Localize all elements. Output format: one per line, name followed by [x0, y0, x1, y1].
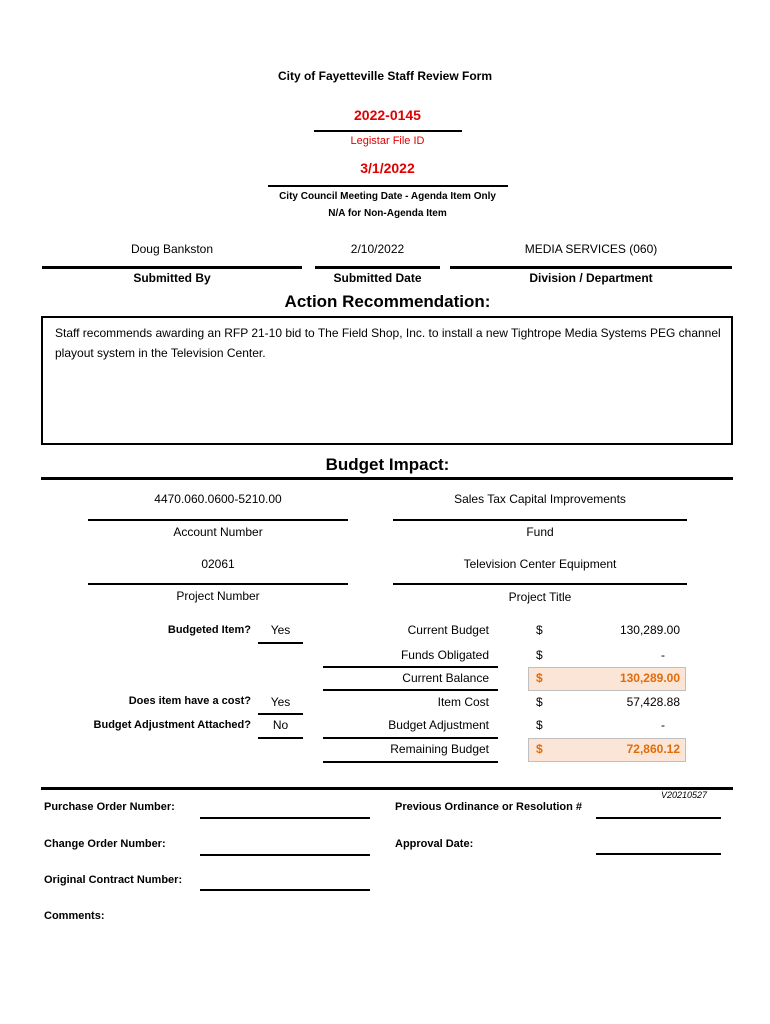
has-cost-underline	[258, 713, 303, 715]
fund-underline	[393, 519, 687, 521]
project-number-label: Project Number	[176, 589, 260, 603]
project-title-value: Television Center Equipment	[463, 557, 617, 571]
account-number-value: 4470.060.0600-5210.00	[154, 492, 282, 506]
meeting-date-underline	[268, 185, 508, 187]
item-cost-currency: $	[536, 695, 543, 709]
purchase-order-field[interactable]	[200, 817, 370, 819]
budgeted-item-underline	[258, 642, 303, 644]
remaining-budget-rule	[323, 761, 498, 763]
meeting-date-label: City Council Meeting Date - Agenda Item Only	[279, 191, 496, 202]
legistar-file-id-value: 2022-0145	[354, 107, 421, 123]
project-number-underline	[88, 583, 348, 585]
budget-impact-rule	[41, 477, 733, 480]
change-order-label: Change Order Number:	[44, 838, 166, 850]
has-cost-label: Does item have a cost?	[128, 695, 251, 707]
action-recommendation-box	[41, 316, 733, 445]
approval-date-field[interactable]	[596, 853, 721, 855]
comments-label: Comments:	[44, 910, 105, 922]
action-recommendation-text: Staff recommends awarding an RFP 21-10 bid to The Field Shop, Inc. to install a new Tightrope Media Systems PEG channel playout system in the Television Center.	[55, 326, 721, 360]
meeting-date-value: 3/1/2022	[360, 160, 415, 176]
remaining-budget-amount: 72,860.12	[626, 742, 680, 756]
adjustment-attached-underline	[258, 737, 303, 739]
adjustment-attached-value: No	[272, 718, 289, 732]
funds-obligated-rule	[323, 666, 498, 668]
previous-ordinance-field[interactable]	[596, 817, 721, 819]
meeting-date-sublabel: N/A for Non-Agenda Item	[328, 208, 447, 219]
current-balance-rule	[323, 689, 498, 691]
submitted-by-label: Submitted By	[133, 271, 211, 285]
current-balance-label: Current Balance	[402, 671, 489, 685]
budgeted-item-value: Yes	[270, 623, 291, 637]
fund-value: Sales Tax Capital Improvements	[454, 492, 626, 506]
approval-date-label: Approval Date:	[395, 838, 474, 850]
change-order-field[interactable]	[200, 854, 370, 856]
current-budget-currency: $	[536, 623, 543, 637]
funds-obligated-currency: $	[536, 648, 543, 662]
previous-ordinance-label: Previous Ordinance or Resolution #	[395, 801, 583, 813]
submitted-by-value: Doug Bankston	[130, 242, 214, 256]
has-cost-value: Yes	[270, 695, 291, 709]
submitted-by-underline	[42, 266, 302, 269]
division-value: MEDIA SERVICES (060)	[524, 242, 658, 256]
budget-adjustment-rule	[323, 737, 498, 739]
remaining-budget-label: Remaining Budget	[390, 742, 489, 756]
funds-obligated-label: Funds Obligated	[400, 648, 489, 662]
current-balance-currency: $	[536, 671, 543, 685]
purchase-order-label: Purchase Order Number:	[44, 801, 175, 813]
submitted-date-value: 2/10/2022	[350, 242, 405, 256]
version-label: V20210527	[661, 790, 708, 800]
original-contract-label: Original Contract Number:	[44, 874, 183, 886]
submitted-date-label: Submitted Date	[333, 271, 422, 285]
budget-adjustment-currency: $	[536, 718, 543, 732]
action-recommendation-heading: Action Recommendation:	[284, 292, 491, 311]
budget-impact-heading: Budget Impact:	[325, 455, 450, 474]
budget-adjustment-label: Budget Adjustment	[388, 718, 489, 732]
funds-obligated-amount: -	[661, 648, 665, 662]
current-balance-amount: 130,289.00	[619, 671, 680, 685]
project-title-underline	[393, 583, 687, 585]
current-budget-label: Current Budget	[407, 623, 489, 637]
item-cost-amount: 57,428.88	[626, 695, 680, 709]
original-contract-field[interactable]	[200, 889, 370, 891]
form-title: City of Fayetteville Staff Review Form	[277, 69, 493, 83]
adjustment-attached-label: Budget Adjustment Attached?	[93, 719, 251, 731]
legistar-underline	[314, 130, 462, 132]
account-number-label: Account Number	[173, 525, 263, 539]
legistar-file-id-label: Legistar File ID	[350, 135, 425, 147]
budget-adjustment-amount: -	[661, 718, 665, 732]
item-cost-label: Item Cost	[437, 695, 489, 709]
budgeted-item-label: Budgeted Item?	[167, 624, 251, 636]
remaining-budget-currency: $	[536, 742, 543, 756]
fund-label: Fund	[526, 525, 554, 539]
footer-rule	[41, 787, 733, 790]
project-number-value: 02061	[201, 557, 235, 571]
division-label: Division / Department	[529, 271, 653, 285]
submitted-date-underline	[315, 266, 440, 269]
division-underline	[450, 266, 732, 269]
project-title-label: Project Title	[508, 590, 572, 604]
account-number-underline	[88, 519, 348, 521]
current-budget-amount: 130,289.00	[619, 623, 680, 637]
